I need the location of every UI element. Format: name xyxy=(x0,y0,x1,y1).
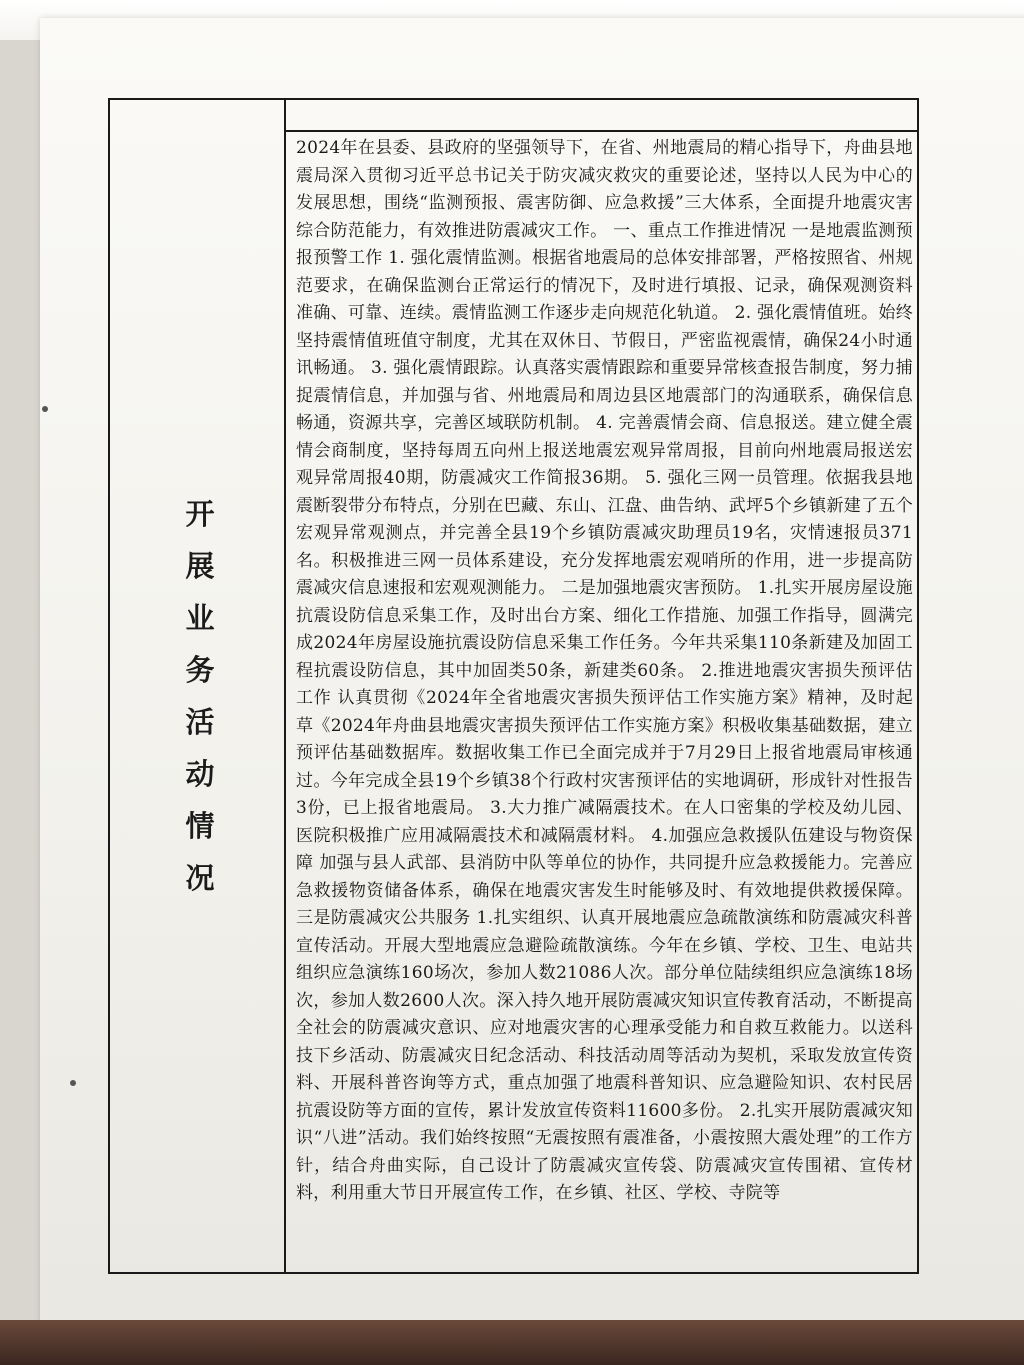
side-label-char: 况 xyxy=(185,861,215,895)
desk-edge xyxy=(0,1320,1024,1365)
side-label-char: 动 xyxy=(185,757,215,791)
paper-mark xyxy=(70,1080,76,1086)
side-label xyxy=(180,497,220,916)
form-table xyxy=(108,98,919,1274)
paper-mark xyxy=(42,406,48,412)
side-label-char: 展 xyxy=(185,549,215,583)
side-label-cell xyxy=(110,100,286,1272)
body-text: 2024年在县委、县政府的坚强领导下，在省、州地震局的精心指导下，舟曲县地震局深入贯彻习近平总书记关于防灾减灾救灾的重要论述，坚持以人民为中心的发展思想，围绕“监测预报、震害防御、应急救援”三大体系，全面提升地震灾害综合防范能力，有效推进防震减灾工作。 一、重点工作推进情况 一是地震监测预报预警工作 1. 强化震情监测。根据省地震局的总体安排部署，严格按照省、州规范要求，在确保监测台正常运行的情况下，及时进行填报、记录，确保观测资料准确、可靠、连续。震情监测工作逐步走向规范化轨道。 2. 强化震情值班。始终坚持震情值班值守制度，尤其在双休日、节假日，严密监视震情，确保24小时通讯畅通。 3. 强化震情跟踪。认真落实震情跟踪和重要异常核查报告制度，努力捕捉震情信息，并加强与省、州地震局和周边县区地震部门的沟通联系，确保信息畅通，资源共享，完善区域联防机制。 4. 完善震情会商、信息报送。建立健全震情会商制度，坚持每周五向州上报送地震宏观异常周报，目前向州地震局报送宏观异常周报40期，防震减灾工作简报36期。 5. 强化三网一员管理。依据我县地震断裂带分布特点，分别在巴藏、东山、江盘、曲告纳、武坪5个乡镇新建了五个宏观异常观测点，并完善全县19个乡镇防震减灾助理员19名，灾情速报员371名。积极推进三网一员体系建设，充分发挥地震宏观哨所的作用，进一步提高防震减灾信息速报和宏观观测能力。 二是加强地震灾害预防。 1.扎实开展房屋设施抗震设防信息采集工作，及时出台方案、细化工作措施、加强工作指导，圆满完成2024年房屋设施抗震设防信息采集工作任务。今年共采集110条新建及加固工程抗震设防信息，其中加固类50条，新建类60条。 2.推进地震灾害损失预评估工作 认真贯彻《2024年全省地震灾害损失预评估工作实施方案》精神，及时起草《2024年舟曲县地震灾害损失预评估工作实施方案》积极收集基础数据，建立预评估基础数据库。数据收集工作已全面完成并于7月29日上报省地震局审核通过。今年完成全县19个乡镇38个行政村灾害预评估的实地调研，形成针对性报告3份，已上报省地震局。 3.大力推广减隔震技术。在人口密集的学校及幼儿园、医院积极推广应用减隔震技术和减隔震材料。 4.加强应急救援队伍建设与物资保障 加强与县人武部、县消防中队等单位的协作，共同提升应急救援能力。完善应急救援物资储备体系，确保在地震灾害发生时能够及时、有效地提供救援保障。 三是防震减灾公共服务 1.扎实组织、认真开展地震应急疏散演练和防震减灾科普宣传活动。开展大型地震应急避险疏散演练。今年在乡镇、学校、卫生、电站共组织应急演练160场次，参加人数21086人次。部分单位陆续组织应急演练18场次，参加人数2600人次。深入持久地开展防震减灾知识宣传教育活动，不断提高全社会的防震减灾意识、应对地震灾害的心理承受能力和自救互救能力。以送科技下乡活动、防震减灾日纪念活动、科技活动周等活动为契机，采取发放宣传资料、开展科普咨询等方式，重点加强了地震科普知识、应急避险知识、农村民居抗震设防等方面的宣传，累计发放宣传资料11600多份。 2.扎实开展防震减灾知识“八进”活动。我们始终按照“无震按照有震准备，小震按照大震处理”的工作方针，结合舟曲实际，自己设计了防震减灾宣传袋、防震减灾宣传围裙、宣传材料，利用重大节日开展宣传工作，在乡镇、社区、学校、寺院等 xyxy=(296,138,913,1203)
side-label-char: 务 xyxy=(185,653,215,687)
side-label-char: 情 xyxy=(185,809,215,843)
side-label-char: 活 xyxy=(185,705,215,739)
side-label-char: 业 xyxy=(185,601,215,635)
content-cell xyxy=(286,130,917,1272)
side-label-char: 开 xyxy=(185,497,215,531)
